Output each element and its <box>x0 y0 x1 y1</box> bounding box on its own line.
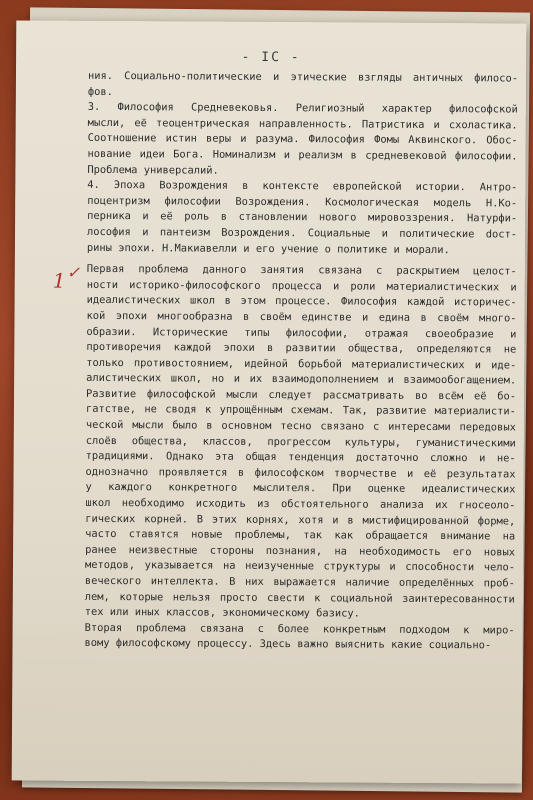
text-line: нование идеи Бога. Номинализм и реализм в средневековой философии. <box>87 147 518 163</box>
text-line: слоёв общества, классов, прогрессом культуры, гуманистическими <box>85 434 516 450</box>
text-line: ранее неизвестные стороны познания, на необходимость его новых <box>85 543 516 559</box>
text-line: тех или иных классов, экономическому базису. <box>84 606 361 620</box>
margin-mark-number: 1 <box>52 268 66 293</box>
text-line: образии. Исторические типы философии, отражая своеобразие и <box>86 325 517 341</box>
text-line: у каждого конкретного мыслителя. При оценке идеалистических <box>85 481 516 496</box>
handwritten-margin-mark <box>52 262 81 297</box>
text-line: 4. Эпоха Возрождения в контексте европейской истории. Антро- <box>87 179 518 194</box>
text-line: Соотношение истин веры и разума. Философия Фомы Аквинского. Обос- <box>87 132 518 147</box>
page-number: - IC - <box>241 49 301 66</box>
text-line: поцентризм философии Возрождения. Космологическая модель Н.Ко- <box>87 194 518 210</box>
text-line: ния. Социально-политические и этические взгляды античных филосо- <box>87 69 519 85</box>
text-line: Первая проблема данного занятия связана с раскрытием целост- <box>86 263 517 278</box>
text-line: веческого интеллекта. В них выражается наличие определённых проб- <box>84 574 515 590</box>
text-line: гических корней. В этих корнях, хотя и в мистифицированной форме, <box>85 512 516 528</box>
text-line: лософия и пантеизм Возрождения. Социальные и политические docт- <box>86 225 518 241</box>
page-text <box>84 69 518 655</box>
text-line: мысли, её теоцентрическая направленность. Патристика и схоластика. <box>87 116 518 132</box>
typewritten-page <box>12 20 527 783</box>
margin-tick-icon: ✓ <box>66 262 81 282</box>
text-line: фов. <box>87 85 113 98</box>
text-line: только противостоянием, идейной борьбой материалистических и иде- <box>86 356 517 372</box>
text-line: алистических школ, но и их взаимодополнением и взаимообогащением. <box>86 372 517 387</box>
text-line: школ необходимо исходить из обстоятельного анализа их гносеоло- <box>85 496 516 512</box>
text-line: однозначно проявляется в философском творчестве и её результатах <box>85 465 516 481</box>
text-line: идеалистических школ в этом процессе. Философия каждой историчес- <box>86 294 517 309</box>
text-line: рины эпохи. Н.Макиавелли и его учение о политике и морали. <box>86 241 450 256</box>
text-line: ности историко-философского процесса и роли материалистических и <box>86 278 517 294</box>
text-line: кой эпохи многообразна в своём единстве и едина в своём много- <box>86 309 517 325</box>
text-line: Развитие философской мысли следует рассматривать во всём её бо- <box>86 387 517 403</box>
text-line: методов, указывается на неизученные структуры и способности чело- <box>84 559 516 574</box>
text-line: перника и её роль в становлении нового мировоззрения. Натурфи- <box>87 210 518 225</box>
text-line: традициями. Однако эта общая тенденция достаточно сложно и не- <box>85 450 516 465</box>
text-line: лем, которые нельзя просто свести к социальной заинтересованности <box>84 590 515 606</box>
text-line: вому философскому процессу. Здесь важно выяснить какие социально- <box>84 637 492 652</box>
text-line: Проблема универсалий. <box>87 163 219 177</box>
text-line: 3. Философия Средневековья. Религиозный характер философской <box>87 101 518 116</box>
text-line: ческой мысли было в основном тесно связано с интересами передовых <box>85 418 516 434</box>
text-line: противоречия каждой эпохи в развитии общества, определяются не <box>86 340 517 356</box>
text-line: Вторая проблема связана с более конкретным подходом к миро- <box>84 621 515 637</box>
text-line: часто ставятся новые проблемы, так как обращается внимание на <box>85 528 516 543</box>
text-line: гатстве, не сводя к упрощённым схемам. Так, развитие материалисти- <box>85 403 516 418</box>
